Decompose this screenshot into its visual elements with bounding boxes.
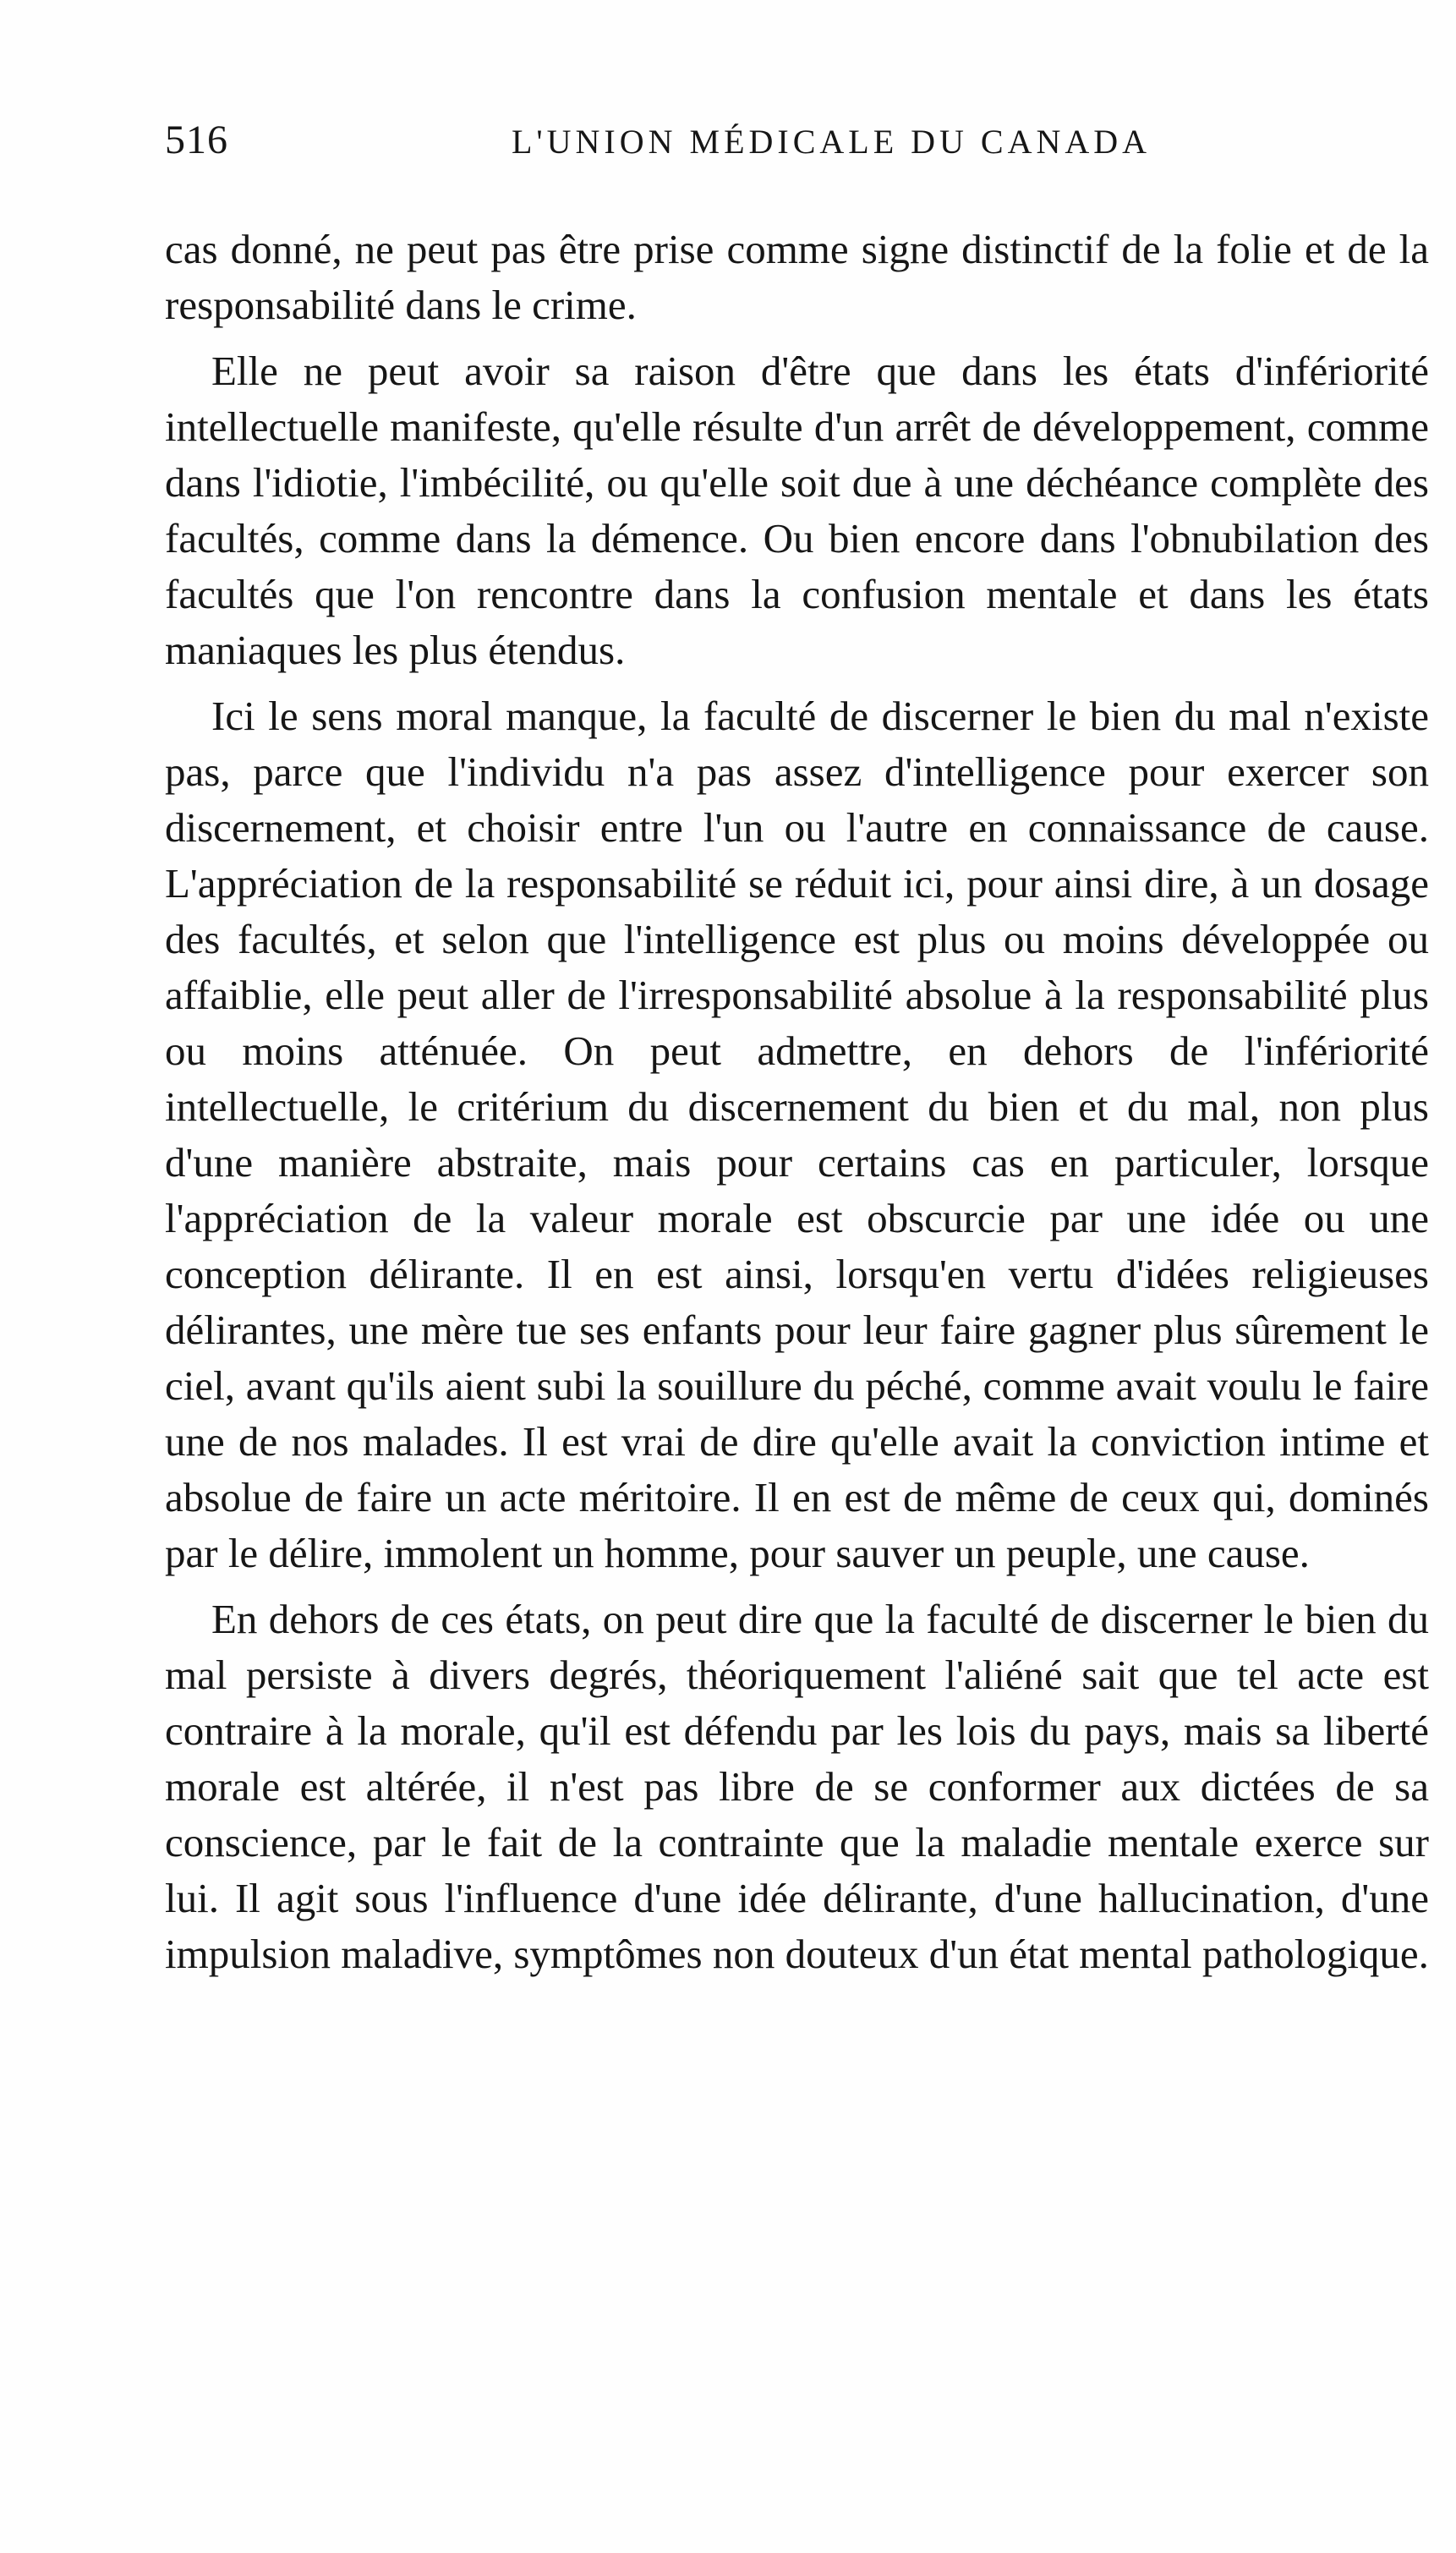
paragraph-3: Ici le sens moral manque, la faculté de discerner le bien du mal n'existe pas, parce que l'individu n'a pas assez d'intelligence pour exercer son discernement, et choisir entre l'un ou l'autre en connaissance de cause. L'appréciation de la responsabilité se réduit ici, pour ainsi dire, à un dosage des facultés, et selon que l'intelligence est plus ou moins développée ou affaiblie, elle peut aller de l'irresponsabilité absolue à la responsabilité plus ou moins atténuée. On peut admettre, en dehors de l'infériorité intellectuelle, le critérium du discernement du bien et du mal, non plus d'une manière abstraite, mais pour certains cas en particuler, lorsque l'appréciation de la valeur morale est obscurcie par une idée ou une conception délirante. Il en est ainsi, lorsqu'en vertu d'idées religieuses délirantes, une mère tue ses enfants pour leur faire gagner plus sûrement le ciel, avant qu'ils aient subi la souillure du péché, comme avait voulu le faire une de nos malades. Il est vrai de dire qu'elle avait la conviction intime et absolue de faire un acte méritoire. Il en est de même de ceux qui, dominés par le délire, immolent un homme, pour sauver un peuple, une cause. xyxy=(165,693,1429,1576)
page-header xyxy=(165,117,1429,167)
running-title: L'UNION MÉDICALE DU CANADA xyxy=(512,123,1152,161)
paragraph-1: cas donné, ne peut pas être prise comme signe distinctif de la folie et de la responsabilité dans le crime. xyxy=(165,226,1429,328)
paragraph-2: Elle ne peut avoir sa raison d'être que dans les états d'infériorité intellectuelle manifeste, qu'elle résulte d'un arrêt de développement, comme dans l'idiotie, l'imbécilité, ou qu'elle soit due à une déchéance complète des facultés, comme dans la démence. Ou bien encore dans l'obnubilation des facultés que l'on rencontre dans la confusion mentale et dans les états maniaques les plus étendus. xyxy=(165,348,1429,673)
body-text xyxy=(165,222,1429,1982)
page-number: 516 xyxy=(165,118,228,162)
paragraph-4: En dehors de ces états, on peut dire que la faculté de discerner le bien du mal persiste à divers degrés, théoriquement l'aliéné sait que tel acte est contraire à la morale, qu'il est défendu par les lois du pays, mais sa liberté morale est altérée, il n'est pas libre de se conformer aux dictées de sa conscience, par le fait de la contrainte que la maladie mentale exerce sur lui. Il agit sous l'influence d'une idée délirante, d'une hallucination, d'une impulsion maladive, symptômes non douteux d'un état mental pathologique. xyxy=(165,1596,1429,1977)
